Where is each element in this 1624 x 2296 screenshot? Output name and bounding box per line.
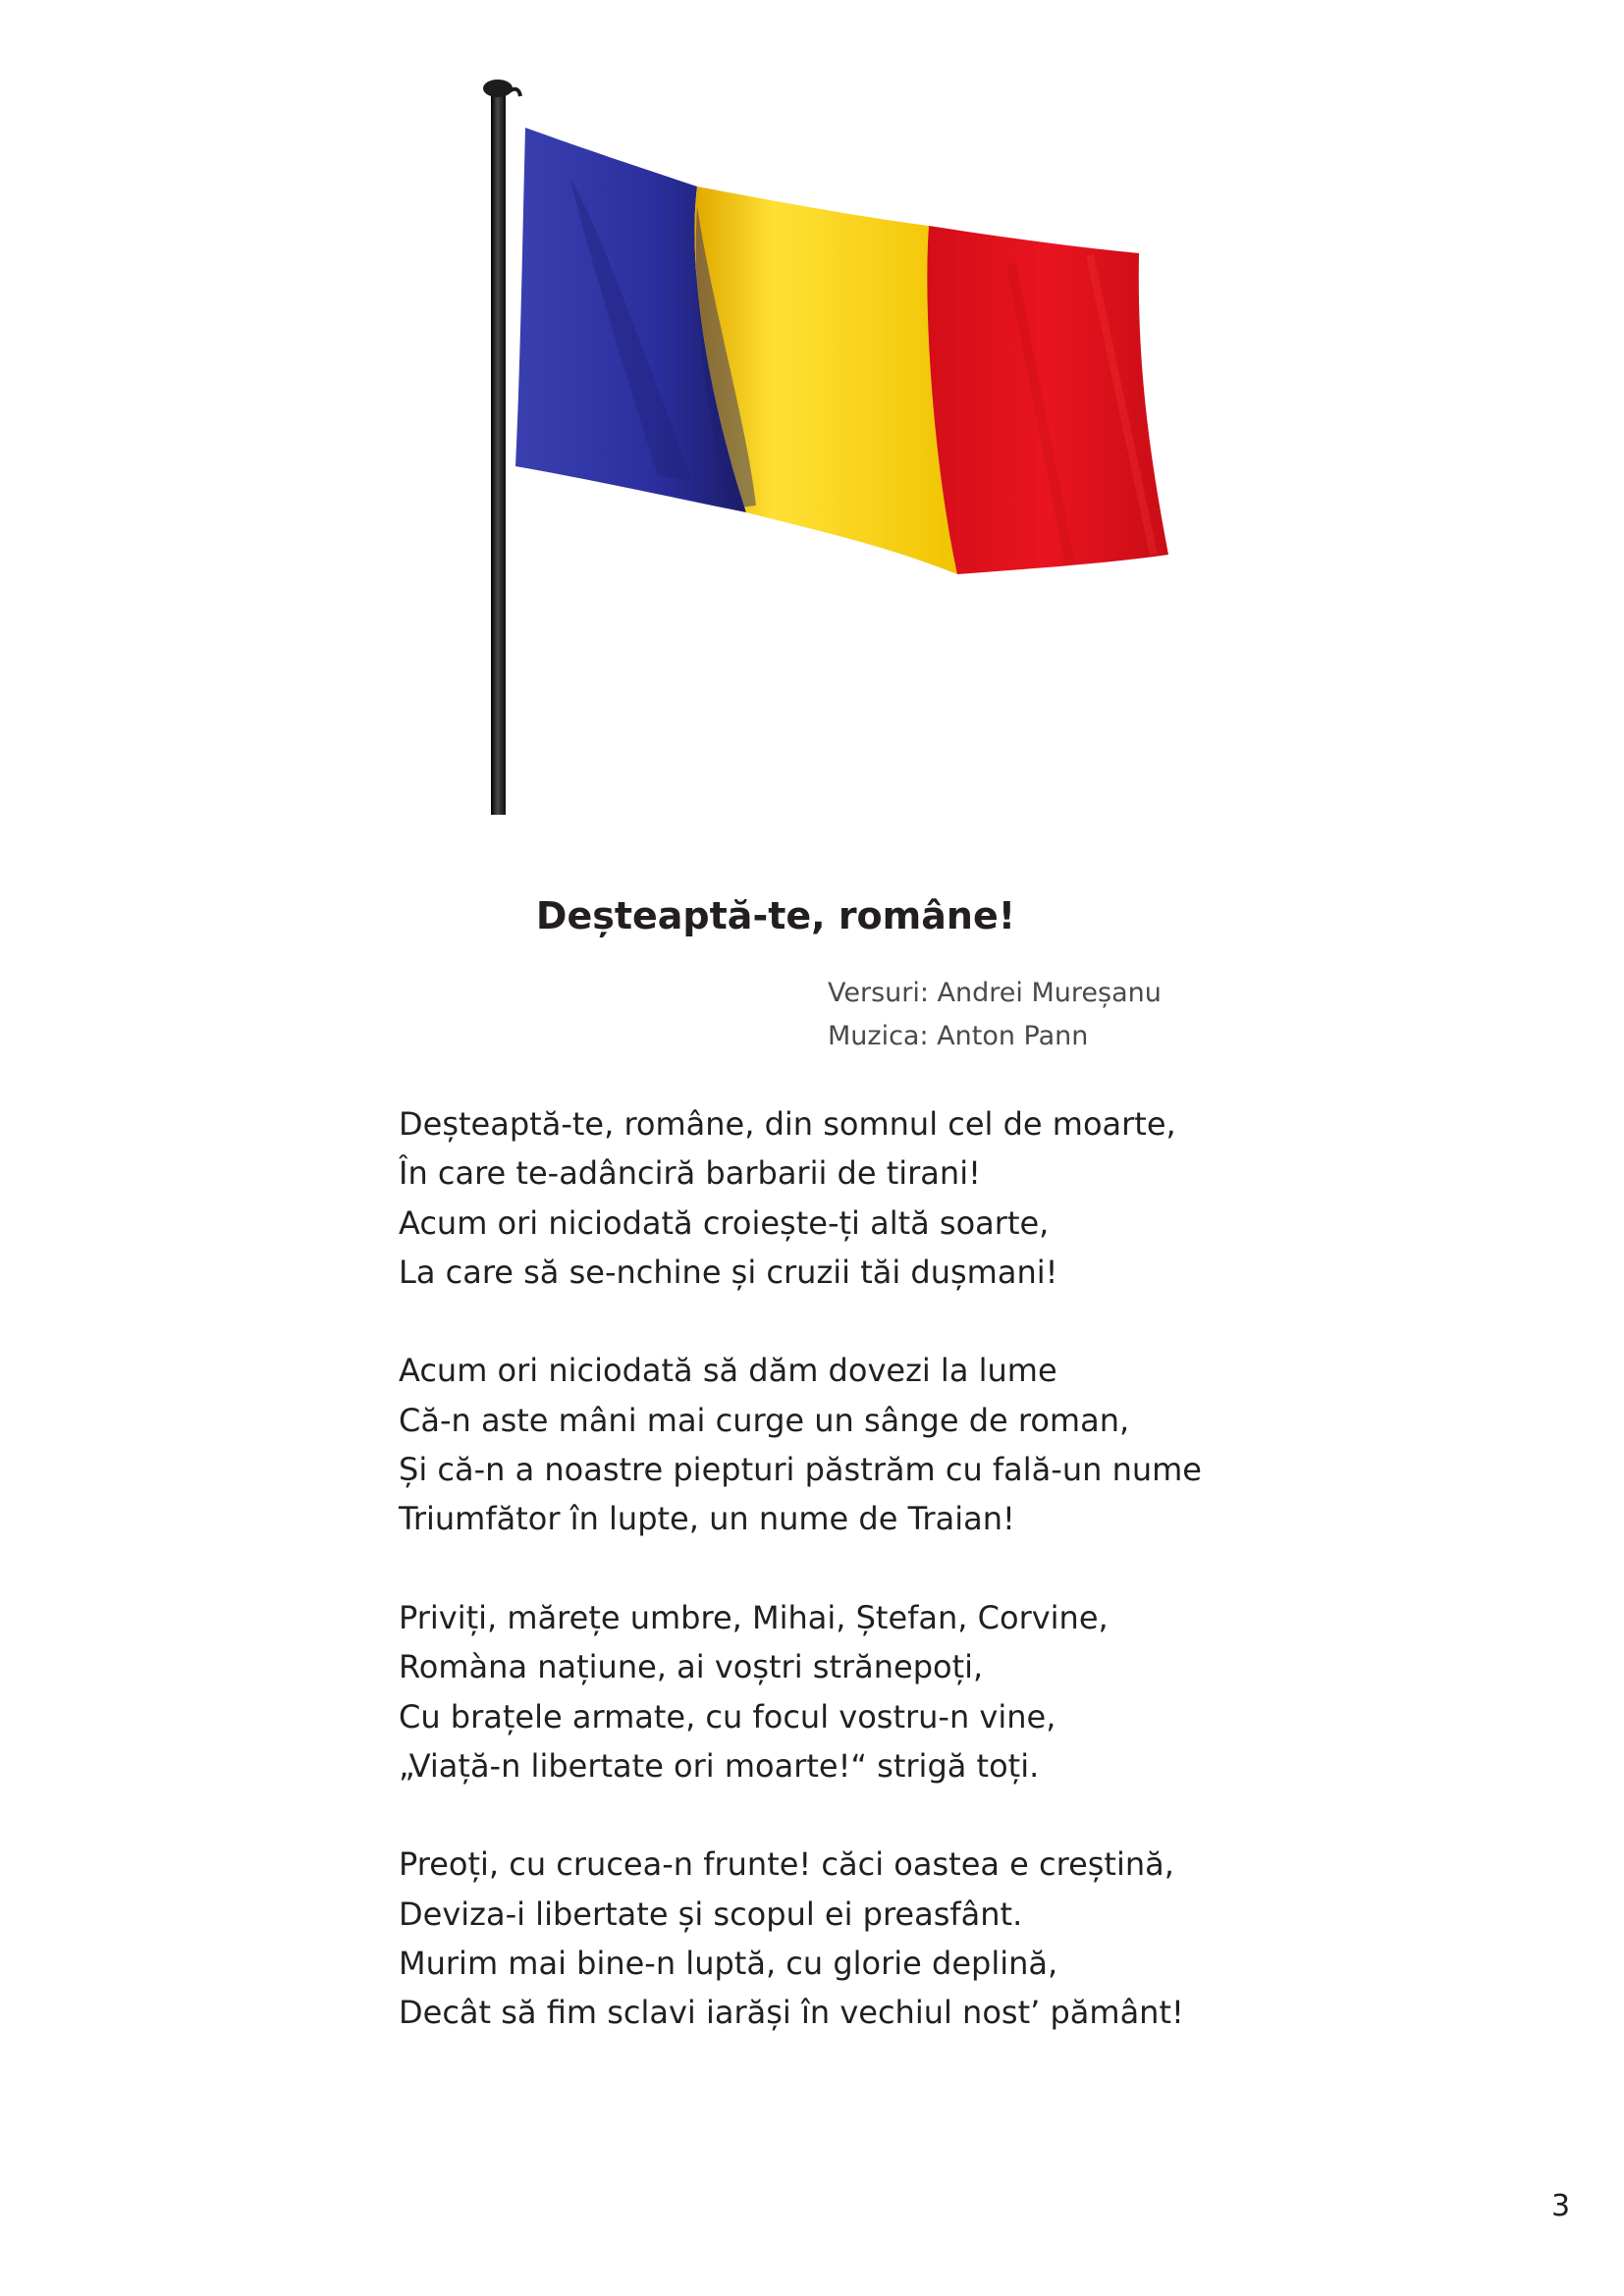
stanza-1 — [399, 1099, 1282, 1297]
poem-body — [399, 1099, 1282, 2038]
verse-line: Că-n aste mâni mai curge un sânge de roman, — [399, 1401, 1130, 1439]
verse-line: În care te-adânciră barbarii de tirani! — [399, 1154, 981, 1193]
flag-illustration — [461, 69, 1208, 815]
music-credit: Muzica: Anton Pann — [828, 1021, 1089, 1051]
verse-line: Cu brațele armate, cu focul vostru-n vine, — [399, 1697, 1056, 1735]
verse-line: Și că-n a noastre piepturi păstrăm cu fală-un nume — [399, 1451, 1202, 1489]
verse-line: Murim mai bine-n luptă, cu glorie deplină, — [399, 1945, 1058, 1983]
credits — [828, 972, 1162, 1058]
flag-red-stripe — [927, 226, 1168, 574]
verse-line: Deviza-i libertate și scopul ei preasfânt. — [399, 1895, 1023, 1933]
stanza-3 — [399, 1593, 1282, 1790]
verse-line: Romàna națiune, ai voștri strănepoți, — [399, 1648, 984, 1686]
stanza-4 — [399, 1840, 1282, 2037]
verse-line: Preoți, cu crucea-n frunte! căci oastea e creștină, — [399, 1845, 1174, 1884]
lyrics-credit: Versuri: Andrei Mureșanu — [828, 978, 1162, 1008]
verse-line: La care să se-nchine și cruzii tăi dușmani! — [399, 1253, 1058, 1291]
verse-line: Acum ori niciodată croiește-ți altă soarte, — [399, 1203, 1050, 1242]
verse-line: Decât să fim sclavi iarăși în vechiul nost’ pământ! — [399, 1994, 1184, 2032]
flag-pole — [491, 88, 506, 815]
page-number: 3 — [1551, 2189, 1571, 2223]
romanian-flag-image — [461, 69, 1208, 815]
verse-line: Priviți, mărețe umbre, Mihai, Ștefan, Corvine, — [399, 1598, 1109, 1636]
verse-line: Triumfător în lupte, un nume de Traian! — [399, 1500, 1015, 1538]
flag-yellow-stripe — [694, 187, 957, 574]
verse-line: Deșteaptă-te, române, din somnul cel de moarte, — [399, 1105, 1176, 1143]
verse-line: „Viață-n libertate ori moarte!“ strigă toți. — [399, 1746, 1040, 1785]
verse-line: Acum ori niciodată să dăm dovezi la lume — [399, 1352, 1057, 1390]
stanza-2 — [399, 1346, 1282, 1543]
poem-title: Deșteaptă-te, române! — [535, 894, 1016, 937]
pole-finial — [483, 80, 513, 97]
